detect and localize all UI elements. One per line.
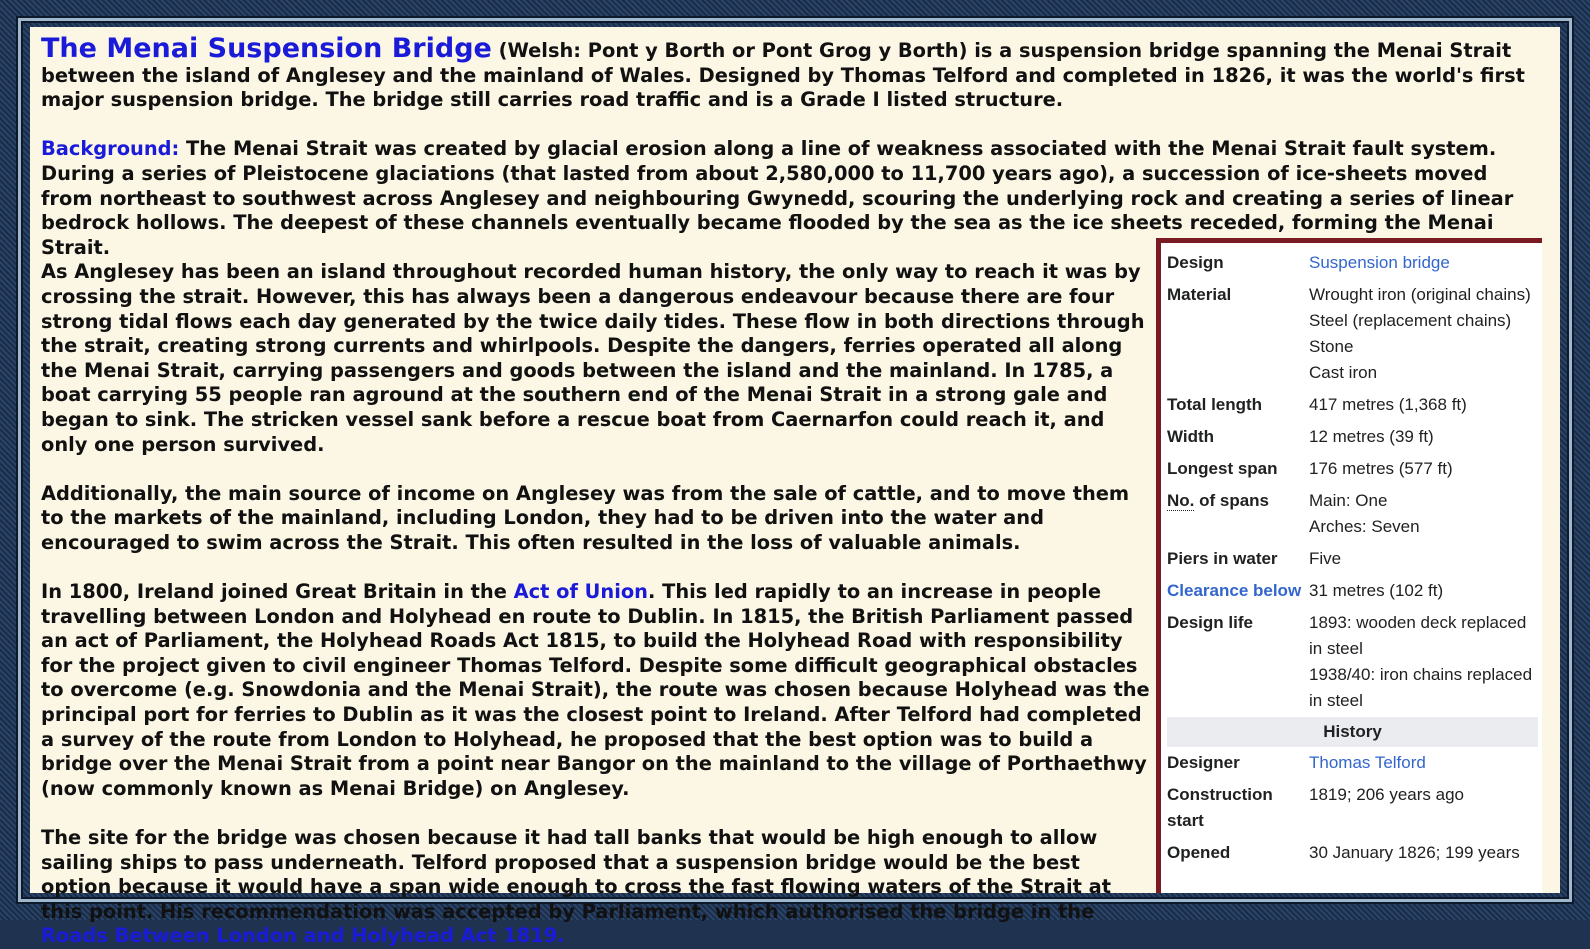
total-length-value: 417 metres (1,368 ft) (1309, 395, 1467, 414)
thomas-telford-link[interactable]: Thomas Telford (1309, 753, 1426, 772)
spans-value-1: Main: One (1309, 491, 1388, 510)
material-value-1: Wrought iron (original chains) (1309, 285, 1531, 304)
material-value-2: Steel (replacement chains) (1309, 311, 1512, 330)
opened-label: Opened (1167, 843, 1231, 862)
design-life-value-2: 1938/40: iron chains replaced in steel (1309, 665, 1533, 710)
clearance-value: 31 metres (102 ft) (1309, 581, 1444, 600)
material-value-3: Stone (1309, 337, 1354, 356)
infobox-row-total-length (1167, 389, 1538, 421)
material-value-4: Cast iron (1309, 363, 1378, 382)
longest-span-label: Longest span (1167, 459, 1278, 478)
spans-label (1167, 485, 1309, 543)
spans-value-2: Arches: Seven (1309, 517, 1420, 536)
infobox-row-width (1167, 421, 1538, 453)
cattle-paragraph: Additionally, the main source of income on Anglesey was from the sale of cattle, and to move them to the markets of the mainland, including London, they had to be driven into the water and encouraged to swim across the Strait. This often resulted in the loss of valuable animals. (41, 481, 1130, 554)
ferries-paragraph: As Anglesey has been an island throughout recorded human history, the only way to reach it was by crossing the strait. However, this has always been a dangerous endeavour because there are four strong tidal flows each day generated by the twice daily tides. These flow in both directions through the strait, creating strong currents and whirlpools. Despite the dangers, ferries operated all along the Menai Strait, carrying passengers and goods between the island and the mainland. In 1785, a boat carrying 55 people ran aground at the southern end of the Menai Strait in a strong gale and began to sink. The stricken vessel sank before a rescue boat from Caernarfon could reach it, and only one person survived. (41, 260, 1145, 456)
infobox-row-material (1167, 279, 1538, 389)
infobox-row-construction (1167, 779, 1538, 837)
spans-label-rest: of spans (1194, 491, 1270, 510)
number-abbreviation[interactable]: No. (1167, 491, 1195, 510)
site-paragraph (41, 826, 1151, 949)
suspension-bridge-link[interactable]: Suspension bridge (1309, 253, 1450, 272)
piers-label: Piers in water (1167, 549, 1278, 568)
infobox-row-opened (1167, 837, 1538, 869)
article-title: The Menai Suspension Bridge (41, 33, 492, 64)
history-heading: History (1167, 717, 1538, 747)
infobox-row-piers (1167, 543, 1538, 575)
site-text: The site for the bridge was chosen because it had tall banks that would be high enough to allow sailing ships to pass underneath. Telford proposed that a suspension bridge would be the best option because it would have a span wide enough to cross the fast flowing waters of the Strait at this point. His recommendation was accepted by Parliament, which authorised the bridge in the (41, 826, 1111, 923)
background-heading: Background: (41, 137, 180, 161)
design-life-label: Design life (1167, 613, 1253, 632)
union-text-before: In 1800, Ireland joined Great Britain in the (41, 580, 514, 604)
infobox-row-longest-span (1167, 453, 1538, 485)
piers-value: Five (1309, 549, 1342, 568)
width-value: 12 metres (39 ft) (1309, 427, 1434, 446)
total-length-label: Total length (1167, 395, 1263, 414)
background-text: The Menai Strait was created by glacial erosion along a line of weakness associated with the Menai Strait fault system. During a series of Pleistocene glaciations (that lasted from about 2,580,000 to 11,700 years ago), a succession of ice-sheets moved from northeast to southwest across Anglesey and neighbouring Gwynedd, scouring the underlying rock and creating a series of linear bedrock hollows. The deepest of these channels eventually became flooded by the sea as the ice sheets receded, forming the Menai Strait. (41, 137, 1514, 259)
infobox-row-design (1167, 247, 1538, 279)
infobox-row-clearance (1167, 575, 1538, 607)
infobox-row-history-heading (1167, 717, 1538, 747)
material-label: Material (1167, 285, 1232, 304)
clearance-below-link[interactable]: Clearance below (1167, 581, 1302, 600)
union-paragraph (41, 580, 1151, 801)
construction-label: Construction start (1167, 785, 1273, 830)
opened-value: 30 January 1826; 199 years (1309, 843, 1520, 862)
designer-label: Designer (1167, 753, 1240, 772)
article-page (30, 27, 1560, 948)
longest-span-value: 176 metres (577 ft) (1309, 459, 1453, 478)
infobox (1156, 238, 1542, 893)
infobox-row-designer (1167, 747, 1538, 779)
intro-paragraph (41, 33, 1536, 113)
infobox-row-design-life (1167, 607, 1538, 717)
act-of-union-link[interactable]: Act of Union (513, 580, 648, 604)
infobox-table (1167, 247, 1538, 869)
intro-text: (Welsh: Pont y Borth or Pont Grog y Borth) is a suspension bridge spanning the Menai Strait between the island of Anglesey and the mainland of Wales. Designed by Thomas Telford and completed in 1826, it was the world's first major suspension bridge. The bridge still carries road traffic and is a Grade I listed structure. (41, 39, 1525, 112)
union-text-after: . This led rapidly to an increase in people travelling between London and Holyhead en route to Dublin. In 1815, the British Parliament passed an act of Parliament, the Holyhead Roads Act 1815, to build the Holyhead Road with responsibility for the project given to civil engineer Thomas Telford. Despite some difficult geographical obstacles to overcome (e.g. Snowdonia and the Menai Strait), the route was chosen because Holyhead was the principal port for ferries to Dublin as it was the closest point to Ireland. After Telford had completed a survey of the route from London to Holyhead, he proposed that the best option was to build a bridge over the Menai Strait from a point near Bangor on the mainland to the village of Porthaethwy (now commonly known as Menai Bridge) on Anglesey. (41, 580, 1150, 800)
width-label: Width (1167, 427, 1215, 446)
construction-value: 1819; 206 years ago (1309, 785, 1465, 804)
roads-act-link[interactable]: Roads Between London and Holyhead Act 1819. (41, 924, 565, 948)
infobox-row-spans (1167, 485, 1538, 543)
design-life-value-1: 1893: wooden deck replaced in steel (1309, 613, 1527, 658)
design-label: Design (1167, 253, 1224, 272)
